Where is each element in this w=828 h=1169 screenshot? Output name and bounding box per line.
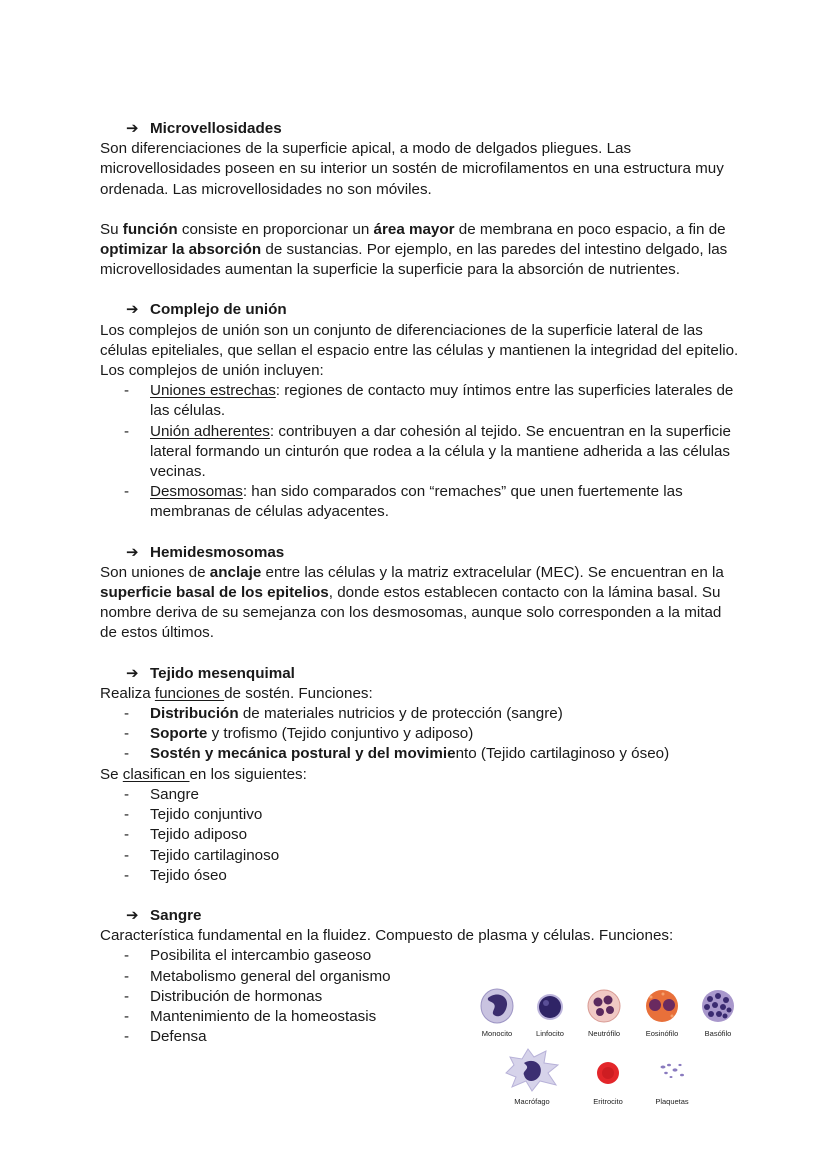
heading-complejo-union: ➔ Complejo de unión bbox=[100, 300, 740, 320]
list-item: - Distribución de materiales nutricios y de protección (sangre) bbox=[100, 704, 740, 724]
heading-sangre: ➔ Sangre bbox=[100, 906, 740, 926]
list-item: - Metabolismo general del organismo bbox=[100, 967, 740, 987]
macrofago-cell: Macrófago bbox=[500, 1043, 564, 1106]
paragraph: Característica fundamental en la fluidez. Compuesto de plasma y células. Funciones: bbox=[100, 927, 674, 945]
arrow-icon: ➔ bbox=[126, 120, 139, 137]
linfocito-cell: Linfocito bbox=[520, 985, 580, 1038]
basofilo-icon bbox=[695, 985, 741, 1027]
paragraph: Realiza funciones de sostén. Funciones: bbox=[100, 684, 373, 702]
monocito-cell: Monocito bbox=[467, 985, 527, 1038]
paragraph: Su función consiste en proporcionar un área mayor de membrana en poco espacio, a fin de optimizar la absorción de sustancias. Por ejemplo, en las paredes del intestino delgado, las microvellosidades aumentan la superficie la superficie para la absorción de nutrientes. bbox=[100, 220, 728, 279]
list-item: - Desmosomas: han sido comparados con “remaches” que unen fuertemente las membranas de células adyacentes. bbox=[100, 482, 740, 522]
eritrocito-icon bbox=[585, 1051, 631, 1095]
types-list bbox=[100, 785, 740, 886]
arrow-icon: ➔ bbox=[126, 664, 139, 682]
list-item: - Uniones estrechas: regiones de contacto muy íntimos entre las superficies laterales de las células. bbox=[100, 381, 740, 421]
neutrofilo-cell: Neutrófilo bbox=[574, 985, 634, 1038]
list-item: - Sangre bbox=[100, 785, 740, 805]
list-item: - Mantenimiento de la homeostasis bbox=[100, 1007, 740, 1027]
union-list bbox=[100, 381, 740, 522]
eosinofilo-cell: Eosinófilo bbox=[632, 985, 692, 1038]
neutrofilo-icon bbox=[581, 985, 627, 1027]
list-item: - Defensa bbox=[100, 1027, 740, 1047]
list-item: - Posibilita el intercambio gaseoso bbox=[100, 946, 740, 966]
list-item: - Tejido óseo bbox=[100, 866, 740, 886]
list-item: - Soporte y trofismo (Tejido conjuntivo y adiposo) bbox=[100, 724, 740, 744]
heading-hemidesmosomas: ➔ Hemidesmosomas bbox=[100, 543, 740, 563]
list-item: - Tejido adiposo bbox=[100, 825, 740, 845]
arrow-icon: ➔ bbox=[126, 906, 139, 924]
blood-cells-figure bbox=[470, 985, 750, 1115]
linfocito-icon bbox=[527, 985, 573, 1027]
paragraph: Los complejos de unión son un conjunto de diferenciaciones de la superficie lateral de las células epiteliales, que sellan el espacio entre las células y mantienen la integridad del epitelio. Los complejos de unión incluyen: bbox=[100, 321, 739, 380]
list-item: - Unión adherentes: contribuyen a dar cohesión al tejido. Se encuentran en la superficie lateral formando un cinturón que rodea a la célula y la mantiene adherida a las células vecinas. bbox=[100, 422, 740, 483]
list-item: - Sostén y mecánica postural y del movimiento (Tejido cartilaginoso y óseo) bbox=[100, 744, 740, 764]
heading-microvellosidades: ➔ Microvellosidades bbox=[100, 119, 740, 139]
plaquetas-icon bbox=[649, 1051, 695, 1095]
monocito-icon bbox=[474, 985, 520, 1027]
eosinofilo-icon bbox=[639, 985, 685, 1027]
paragraph: Son uniones de anclaje entre las células y la matriz extracelular (MEC). Se encuentran en la superficie basal de los epitelios, donde estos establecen contacto con la lámina basal. Su nombre deriva de su semejanza con los desmosomas, aunque solo corresponden a la mitad de estos últimos. bbox=[100, 563, 724, 642]
list-item: - Distribución de hormonas bbox=[100, 987, 740, 1007]
eritrocito-cell: Eritrocito bbox=[578, 1051, 638, 1106]
functions-list bbox=[100, 704, 740, 765]
arrow-icon: ➔ bbox=[126, 543, 139, 561]
document-page bbox=[100, 119, 740, 1047]
heading-tejido-mesenquimal: ➔ Tejido mesenquimal bbox=[100, 664, 740, 684]
list-item: - Tejido cartilaginoso bbox=[100, 846, 740, 866]
basofilo-cell: Basófilo bbox=[688, 985, 748, 1038]
paragraph: Son diferenciaciones de la superficie apical, a modo de delgados pliegues. Las microvellosidades poseen en su interior un sostén de microfilamentos en una estructura muy ordenada. Las microvellosidades no son móviles. bbox=[100, 140, 724, 198]
paragraph: Se clasifican en los siguientes: bbox=[100, 765, 307, 783]
plaquetas-cell: Plaquetas bbox=[642, 1051, 702, 1106]
list-item: - Tejido conjuntivo bbox=[100, 805, 740, 825]
arrow-icon: ➔ bbox=[126, 301, 139, 319]
macrofago-icon bbox=[500, 1043, 564, 1095]
